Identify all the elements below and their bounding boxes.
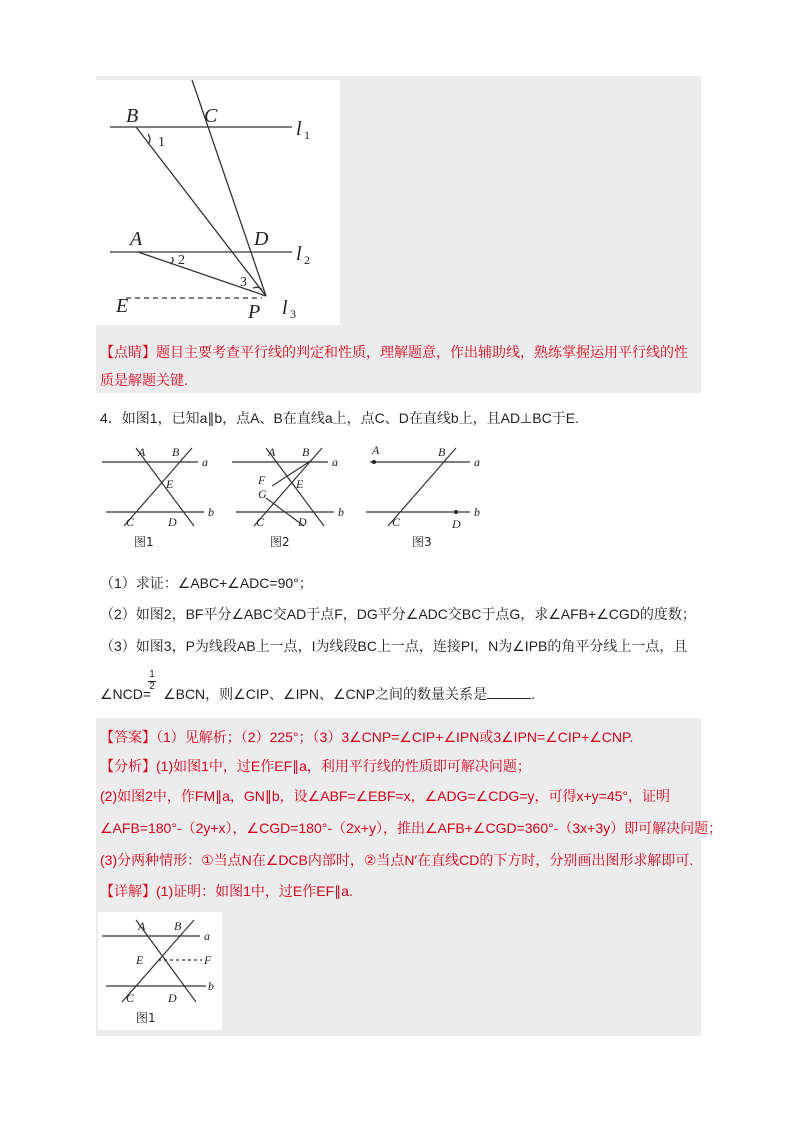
answer-line — [100, 727, 633, 747]
angle-1: 1 — [158, 135, 165, 150]
angle-3: 3 — [240, 275, 247, 290]
bottom-B: B — [174, 919, 182, 933]
answer-text: （1）见解析；（2）225°；（3）3∠CNP=∠CIP+∠IPN或3∠IPN=∠CIP+∠CNP. — [156, 729, 634, 745]
fig2-A: A — [268, 445, 276, 459]
fig2-F: F — [258, 473, 266, 487]
fig1-E: E — [166, 477, 174, 491]
figure-2 — [228, 440, 352, 552]
question-3a: （3）如图3，P为线段AB上一点，I为线段BC上一点，连接PI，N为∠IPB的角平分线上一点，且 — [100, 638, 688, 654]
analysis-tag: 【分析】 — [100, 758, 156, 774]
figure-1 — [98, 440, 222, 552]
bottom-A: A — [138, 919, 146, 933]
fig1-a: a — [202, 455, 208, 469]
detail-tag: 【详解】 — [100, 883, 156, 899]
label-l2: l — [296, 243, 302, 265]
fig2-C: C — [256, 515, 265, 529]
bottom-E: E — [136, 953, 144, 967]
fig2-E: E — [296, 477, 304, 491]
dianjing-line-1 — [100, 342, 688, 362]
analysis-text-1: (1)如图1中，过E作EF∥a，利用平行线的性质即可解决问题； — [156, 758, 531, 774]
analysis-line-1 — [100, 756, 531, 776]
label-E: E — [116, 295, 129, 317]
analysis-line-3: ∠AFB=180°-（2y+x），∠CGD=180°-（2x+y），推出∠AFB+∠CGD=360°-（3x+3y）即可解决问题； — [100, 820, 723, 836]
problem-intro: 4．如图1，已知a∥b，点A、B在直线a上，点C、D在直线b上，且AD⊥BC于E. — [100, 410, 579, 426]
fig1-A: A — [138, 445, 146, 459]
bottom-C: C — [126, 991, 135, 1005]
fig3-C: C — [392, 515, 401, 529]
bottom-caption: 图1 — [136, 1011, 156, 1025]
label-l3-sub: 3 — [290, 307, 296, 321]
detail-text: (1)证明：如图1中，过E作EF∥a. — [156, 883, 353, 899]
label-l2-sub: 2 — [304, 253, 310, 267]
answer-blank — [487, 686, 531, 699]
label-l3: l — [282, 297, 288, 319]
bottom-D: D — [168, 991, 177, 1005]
fig2-caption: 图2 — [270, 535, 290, 549]
dianjing-text-1: 题目主要考查平行线的判定和性质，理解题意，作出辅助线，熟练掌握运用平行线的性 — [156, 344, 688, 360]
fig3-D: D — [452, 517, 461, 531]
fig2-b: b — [338, 505, 344, 519]
answer-tag: 【答案】 — [100, 729, 156, 745]
question-2: （2）如图2，BF平分∠ABC交AD于点F，DG平分∠ADC交BC于点G，求∠AFB+∠CGD的度数； — [100, 606, 696, 622]
label-D: D — [254, 228, 269, 250]
fig3-caption: 图3 — [412, 535, 432, 549]
fig3-b: b — [474, 505, 480, 519]
bottom-F: F — [204, 953, 212, 967]
fig1-caption: 图1 — [134, 535, 154, 549]
fig2-a: a — [332, 455, 338, 469]
fig2-D: D — [298, 515, 307, 529]
label-l1: l — [296, 118, 302, 140]
fraction-denominator: 2 — [149, 681, 155, 692]
fig1-D: D — [168, 515, 177, 529]
fig3-a: a — [474, 455, 480, 469]
question-3b — [100, 684, 535, 704]
label-A: A — [130, 228, 143, 250]
detail-line — [100, 881, 353, 901]
bottom-figure — [98, 912, 222, 1030]
fig2-B: B — [302, 445, 310, 459]
bottom-a: a — [204, 929, 210, 943]
bottom-b: b — [208, 979, 214, 993]
question-3b-end: . — [531, 686, 535, 702]
question-3b-post: ∠BCN，则∠CIP、∠IPN、∠CNP之间的数量关系是 — [163, 686, 488, 702]
question-3b-pre: ∠NCD= — [100, 686, 152, 702]
fig3-B: B — [438, 445, 446, 459]
fig1-b: b — [208, 505, 214, 519]
parallel-lines-diagram — [96, 80, 340, 325]
fig1-C: C — [126, 515, 135, 529]
analysis-line-2: (2)如图2中，作FM∥a，GN∥b，设∠ABF=∠EBF=x，∠ADG=∠CDG=y，可得x+y=45°，证明 — [100, 788, 671, 804]
label-P: P — [248, 301, 261, 323]
label-C: C — [204, 105, 218, 127]
fig1-B: B — [172, 445, 180, 459]
dianjing-tag: 【点睛】 — [100, 344, 156, 360]
fig2-G: G — [258, 487, 267, 501]
fig3-A: A — [372, 443, 380, 457]
label-B: B — [126, 105, 139, 127]
dianjing-line-2: 质是解题关键. — [100, 372, 188, 388]
label-l1-sub: 1 — [304, 128, 310, 142]
analysis-line-4: (3)分两种情形：①当点N在∠DCB内部时，②当点N′在直线CD的下方时，分别画出图形求解即可. — [100, 852, 694, 868]
angle-2: 2 — [178, 253, 185, 268]
figure-3 — [362, 440, 492, 552]
fraction-numerator: 1 — [149, 669, 155, 680]
top-figure — [96, 80, 340, 325]
question-1: （1）求证：∠ABC+∠ADC=90°； — [100, 575, 313, 591]
